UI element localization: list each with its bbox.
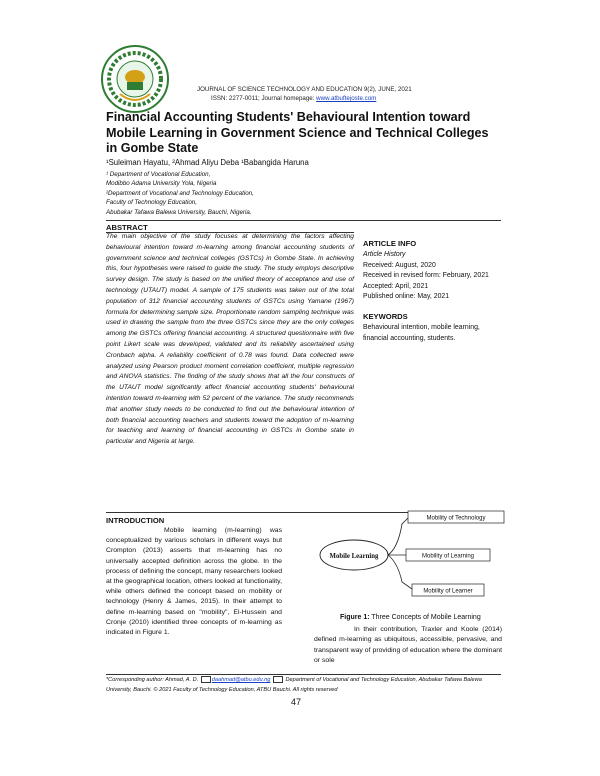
abstract-heading: ABSTRACT <box>106 223 148 232</box>
affiliation-line: ¹ Department of Vocational Education, <box>106 171 211 178</box>
accepted-date: Accepted: April, 2021 <box>363 282 429 290</box>
affiliation-line: ²Department of Vocational and Technology Education, <box>106 189 254 197</box>
affiliations <box>106 170 254 217</box>
footnote-part1: *Corresponding author: Ahmad, A. D. <box>106 677 200 683</box>
received-date: Received: August, 2020 <box>363 261 436 269</box>
page-number: 47 <box>291 697 302 707</box>
footnote-divider <box>106 674 501 675</box>
keywords-text: Behavioural intention, mobile learning, financial accounting, students. <box>363 324 480 342</box>
revised-date: Received in revised form: February, 2021 <box>363 272 489 280</box>
figure-caption-text: Three Concepts of Mobile Learning <box>369 614 481 621</box>
homepage-link[interactable]: www.atbuftejoste.com <box>316 95 377 102</box>
right-column-text <box>314 625 502 666</box>
figure-caption-label: Figure 1: <box>340 614 370 621</box>
affiliation-line: Faculty of Technology Education, <box>106 199 197 207</box>
article-history-label: Article History <box>363 251 406 258</box>
abstract-text: The main objective of the study focuses at determining the factors affecting behavioural intention toward m-learning among financial accounting students of government science and technical colleges (GSTCs) in Gombe State. In achieving this, four hypotheses were raised to guide the study. The study employs descriptive survey design. The study is based on the unified theory of acceptance and use of technology (UTAUT) model. A sample of 175 students was taken out of the total population of 312 financial accounting students of GSTCs using Yamane (1967) formula for determining sample size. Proportionate random sampling technique was used in drawing the sample from the three GSTCs since they are the only colleges among the GSTCs offering financial accounting. A structured questionnaire with five point Likert scale was developed, validated and its reliability ascertained using Cronbach alpha. A reliability coefficient of 0.78 was found. Data collected were analyzed using Pearson product moment correlation coefficient, multiple regression and ANOVA statistics. The finding of the study shows that all the four constructs of the UTAUT model significantly affect financial accounting students' behavioural intention toward m-learning with 52 percent of the variance. The study recommends that another study needs to be conducted to find out the behavioural intention of both financial accounting teachers and students toward the adoption of m-learning for teaching and learning of financial accounting in GSTCs in Gombe state in particular and Nigeria at large. <box>106 233 354 446</box>
envelope-icon <box>201 676 211 683</box>
right-paragraph: In their contribution, Traxler and Koole (2014) defined m-learning as ubiquitous, accessible, pervasive, and transparent way of providing of education where the dominant or sole <box>314 626 502 664</box>
branch-connector <box>388 518 408 555</box>
article-info-heading: ARTICLE INFO <box>363 239 417 248</box>
footnote-part2: Department of Vocational and Technology Education, Abubakar Tafawa Balewa University, Bauchi. © 2021 Faculty of Technology Education, ATBU Bauchi. All rights reserved <box>106 677 482 693</box>
branch-label: Mobility of Learning <box>421 553 475 560</box>
figure-caption <box>340 614 481 621</box>
introduction-heading: INTRODUCTION <box>106 516 165 525</box>
paper-title: Financial Accounting Students' Behavioural Intention toward Mobile Learning in Government Science and Technical Colleges in Gombe State <box>106 110 489 155</box>
figure-1-diagram <box>318 508 506 608</box>
branch-label: Mobility of Technology <box>426 515 486 522</box>
footnote <box>106 676 501 695</box>
journal-line: JOURNAL OF SCIENCE TECHNOLOGY AND EDUCATION 9(2), JUNE, 2021 <box>197 86 412 93</box>
introduction-paragraph: Mobile learning (m-learning) was conceptualized by various scholars in different ways but Crompton (2013) asserts that m-learning has no universally accepted definition across the globe. In the process of defining the concept, many researchers looked at the geographical location, others looked at functionality, while others defined the concept based on mobility or technology (Henry & James, 2015). In their attempt to define m-learning based on "mobility", El-Hussein and Cronje (2010) identified three concepts of m-learning as indicated in Figure 1. <box>106 527 282 637</box>
keywords-heading: KEYWORDS <box>363 312 408 321</box>
authors-line: ¹Suleiman Hayatu, ²Ahmad Aliyu Deba ¹Babangida Haruna <box>106 158 309 167</box>
mobile-learning-label: Mobile Learning <box>329 553 379 560</box>
affiliation-line: Abubakar Tafawa Balewa University, Bauchi, Nigeria. <box>106 208 252 216</box>
published-date: Published online: May, 2021 <box>363 293 450 301</box>
envelope-icon <box>273 676 283 683</box>
journal-logo <box>100 44 170 114</box>
email-link[interactable]: daahmad@atbu.edu.ng <box>211 677 271 683</box>
issn-line: ISSN: 2277-0011; Journal homepage: www.atbuftejoste.com <box>211 95 377 102</box>
affiliation-line: Modibbo Adama University Yola, Nigeria <box>106 180 217 188</box>
branch-label: Mobility of Learner <box>423 588 473 595</box>
introduction-body <box>106 526 282 638</box>
journal-header <box>197 85 412 103</box>
divider-top <box>106 220 501 221</box>
article-info <box>363 250 489 303</box>
